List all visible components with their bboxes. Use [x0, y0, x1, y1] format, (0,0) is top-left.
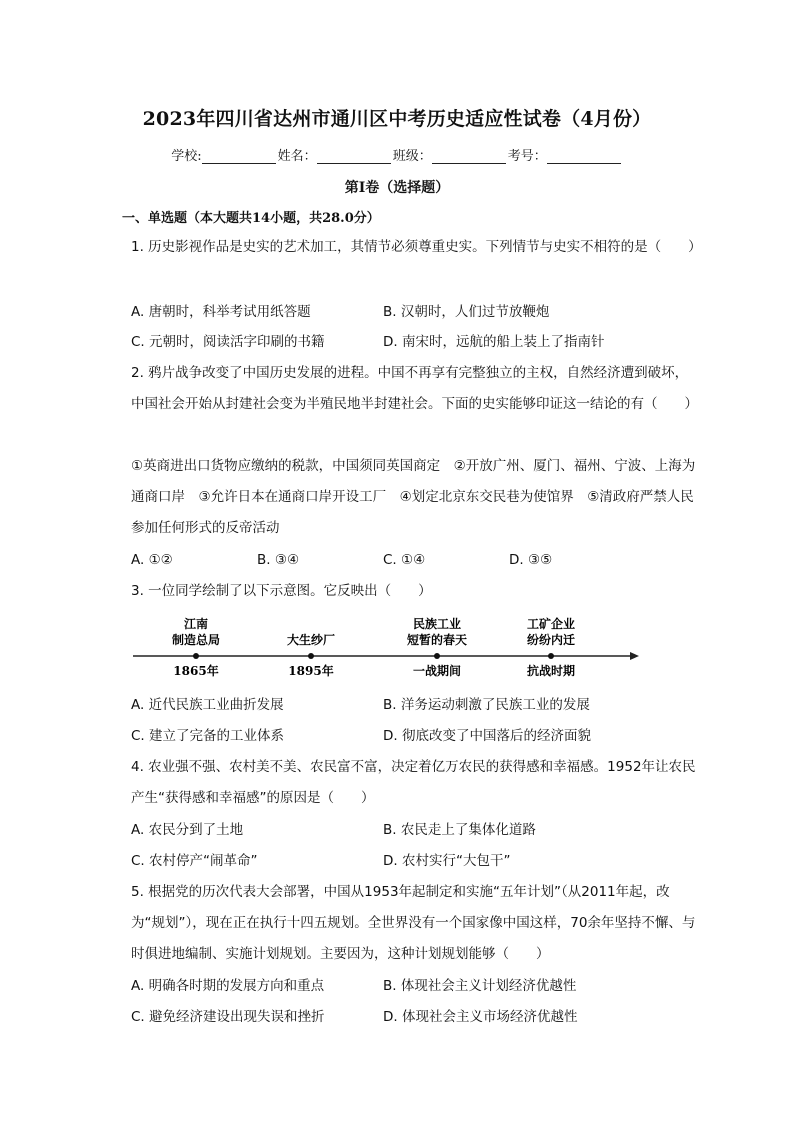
timeline-dot — [308, 653, 314, 659]
class-blank — [432, 149, 506, 164]
question-1-text: 1. 历史影视作品是史实的艺术加工，其情节必须尊重史实。下列情节与史实不相符的是（ ） — [131, 239, 702, 255]
number-label: 考号： — [507, 149, 547, 164]
name-label: 姓名： — [277, 149, 317, 164]
timeline-year: 1865年 — [173, 664, 219, 678]
q4-option-b: B. 农民走上了集体化道路 — [383, 822, 536, 838]
q3-option-d: D. 彻底改变了中国落后的经济面貌 — [383, 728, 591, 744]
timeline-label-top: 江南 — [183, 617, 209, 631]
school-blank — [202, 149, 276, 164]
number-blank — [547, 149, 621, 164]
timeline-dot — [193, 653, 199, 659]
timeline-label: 大生纱厂 — [286, 633, 336, 647]
question-4-text: 4. 农业强不强、农村美不美、农民富不富，决定着亿万农民的获得感和幸福感。1952年让农民产生“获得感和幸福感”的原因是（ ） — [131, 759, 696, 806]
question-2-items: ①英商进出口货物应缴纳的税款，中国须同英国商定 ②开放广州、厦门、福州、宁波、上海为通商口岸 ③允许日本在通商口岸开设工厂 ④划定北京东交民巷为使馆界 ⑤清政府严禁人民参加任何形式的反帝活动 — [131, 458, 696, 536]
timeline-label: 制造总局 — [171, 633, 221, 647]
name-field — [278, 145, 393, 164]
q2-option-b: B. ③④ — [257, 552, 300, 568]
q4-option-c: C. 农村停产“闹革命” — [131, 853, 258, 869]
timeline-dot — [434, 653, 440, 659]
q4-option-a: A. 农民分到了土地 — [131, 822, 244, 838]
timeline-label-top: 民族工业 — [412, 617, 462, 631]
q4-option-d: D. 农村实行“大包干” — [383, 853, 511, 869]
number-field — [508, 145, 623, 164]
timeline-label: 短暂的春天 — [406, 633, 468, 647]
q5-option-d: D. 体现社会主义市场经济优越性 — [383, 1009, 578, 1025]
q3-option-c: C. 建立了完备的工业体系 — [131, 728, 285, 744]
student-info-row — [0, 145, 794, 164]
section-title: 一、单选题（本大题共14小题，共28.0分） — [122, 211, 380, 226]
exam-title: 2023年四川省达州市通川区中考历史适应性试卷（4月份） — [142, 108, 652, 130]
q2-option-a: A. ①② — [131, 552, 173, 568]
timeline-year: 一战期间 — [412, 664, 462, 678]
question-3-text: 3. 一位同学绘制了以下示意图。它反映出（ ） — [131, 583, 432, 599]
q2-option-c: C. ①④ — [383, 552, 426, 568]
timeline-arrow-icon — [630, 652, 639, 660]
q5-option-c: C. 避免经济建设出现失误和挫折 — [131, 1009, 325, 1025]
q5-option-a: A. 明确各时期的发展方向和重点 — [131, 978, 325, 994]
q1-option-b: B. 汉朝时，人们过节放鞭炮 — [383, 304, 550, 320]
timeline-year: 抗战时期 — [526, 664, 576, 678]
timeline-label-top: 工矿企业 — [526, 617, 576, 631]
timeline-dot — [548, 653, 554, 659]
q1-option-d: D. 南宋时，远航的船上装上了指南针 — [383, 334, 605, 350]
q1-option-c: C. 元朝时，阅读活字印刷的书籍 — [131, 334, 325, 350]
q2-option-d: D. ③⑤ — [509, 552, 553, 568]
class-field — [393, 145, 508, 164]
school-label: 学校: — [171, 149, 202, 164]
q3-option-b: B. 洋务运动刺激了民族工业的发展 — [383, 697, 590, 713]
q1-option-a: A. 唐朝时，科举考试用纸答题 — [131, 304, 311, 320]
timeline-label: 纷纷内迁 — [526, 633, 576, 647]
name-blank — [317, 149, 391, 164]
timeline-diagram — [131, 610, 651, 682]
part-title: 第I卷（选择题） — [344, 180, 450, 196]
q5-option-b: B. 体现社会主义计划经济优越性 — [383, 978, 577, 994]
school-field — [171, 145, 277, 164]
class-label: 班级： — [392, 149, 432, 164]
timeline-year: 1895年 — [288, 664, 334, 678]
question-5-text: 5. 根据党的历次代表大会部署，中国从1953年起制定和实施“五年计划”（从2011年起，改为“规划”），现在正在执行十四五规划。全世界没有一个国家像中国这样，70余年坚持不懈、与时俱进地编制、实施计划规划。主要因为，这种计划规划能够（ ） — [131, 884, 696, 962]
q3-option-a: A. 近代民族工业曲折发展 — [131, 697, 284, 713]
question-2-text: 2. 鸦片战争改变了中国历史发展的进程。中国不再享有完整独立的主权，自然经济遭到破坏，中国社会开始从封建社会变为半殖民地半封建社会。下面的史实能够印证这一结论的有（ ） — [131, 365, 698, 412]
